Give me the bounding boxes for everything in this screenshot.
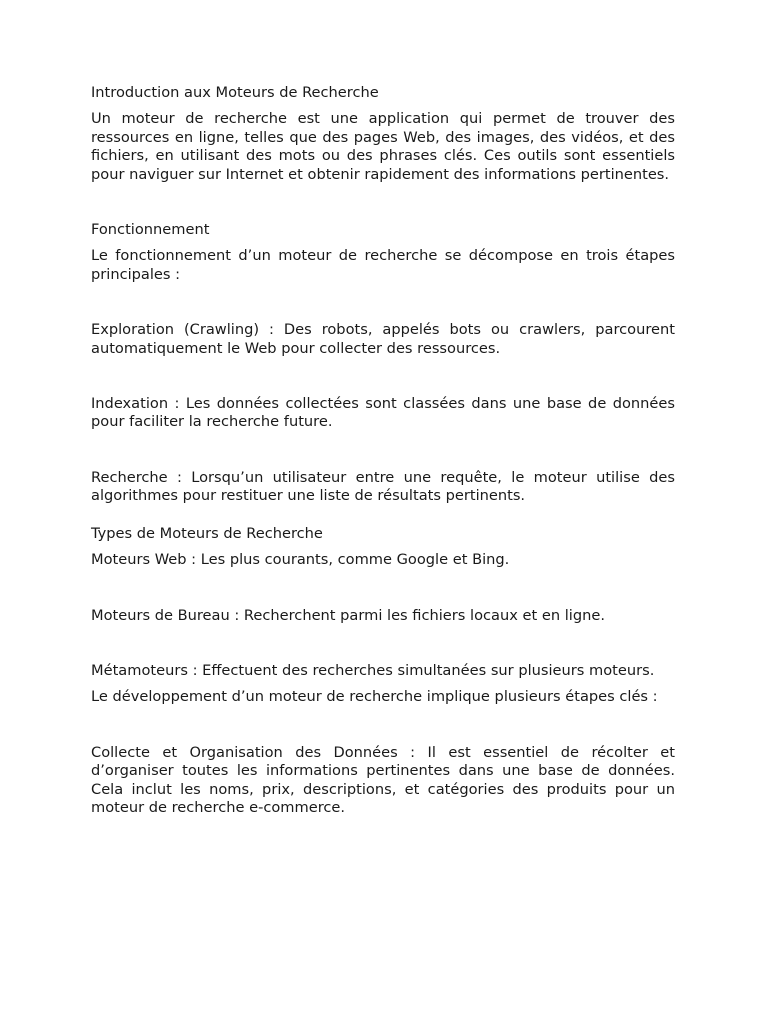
fonctionnement-paragraph: Le fonctionnement d’un moteur de recherche se décompose en trois étapes principales : <box>91 247 675 283</box>
spacer <box>91 680 675 688</box>
recherche-paragraph: Recherche : Lorsqu’un utilisateur entre une requête, le moteur utilise des algorithmes pour restituer une liste de résultats pertinents. <box>91 468 675 505</box>
document-page <box>91 84 675 817</box>
exploration-paragraph: Exploration (Crawling) : Des robots, appelés bots ou crawlers, parcourent automatiquement le Web pour collecter des ressources. <box>91 321 675 357</box>
spacer <box>91 625 675 662</box>
intro-paragraph: Un moteur de recherche est une application qui permet de trouver des ressources en ligne, telles que des pages Web, des images, des vidéos, et des fichiers, en utilisant des mots ou des phrases clés. Ces outils sont essentiels pour naviguer sur Internet et obtenir rapidement des informations pertinentes. <box>91 110 675 183</box>
spacer <box>91 570 675 607</box>
spacer <box>91 284 675 321</box>
developpement-paragraph: Le développement d’un moteur de recherche implique plusieurs étapes clés : <box>91 688 658 706</box>
spacer <box>91 432 675 469</box>
heading-intro: Introduction aux Moteurs de Recherche <box>91 84 379 101</box>
moteurs-web-paragraph: Moteurs Web : Les plus courants, comme Google et Bing. <box>91 551 510 569</box>
spacer <box>91 184 675 221</box>
indexation-paragraph: Indexation : Les données collectées sont classées dans une base de données pour faciliter la recherche future. <box>91 395 675 431</box>
spacer <box>91 358 675 395</box>
moteurs-bureau-paragraph: Moteurs de Bureau : Recherchent parmi les fichiers locaux et en ligne. <box>91 606 605 624</box>
heading-types: Types de Moteurs de Recherche <box>91 524 323 542</box>
spacer <box>91 707 675 744</box>
metamoteurs-paragraph: Métamoteurs : Effectuent des recherches simultanées sur plusieurs moteurs. <box>91 661 655 679</box>
heading-fonctionnement: Fonctionnement <box>91 221 210 239</box>
collecte-paragraph: Collecte et Organisation des Données : Il est essentiel de récolter et d’organiser toutes les informations pertinentes dans une base de données. Cela inclut les noms, prix, descriptions, et catégories des produits pour un moteur de recherche e-commerce. <box>91 743 675 816</box>
spacer <box>91 506 675 525</box>
